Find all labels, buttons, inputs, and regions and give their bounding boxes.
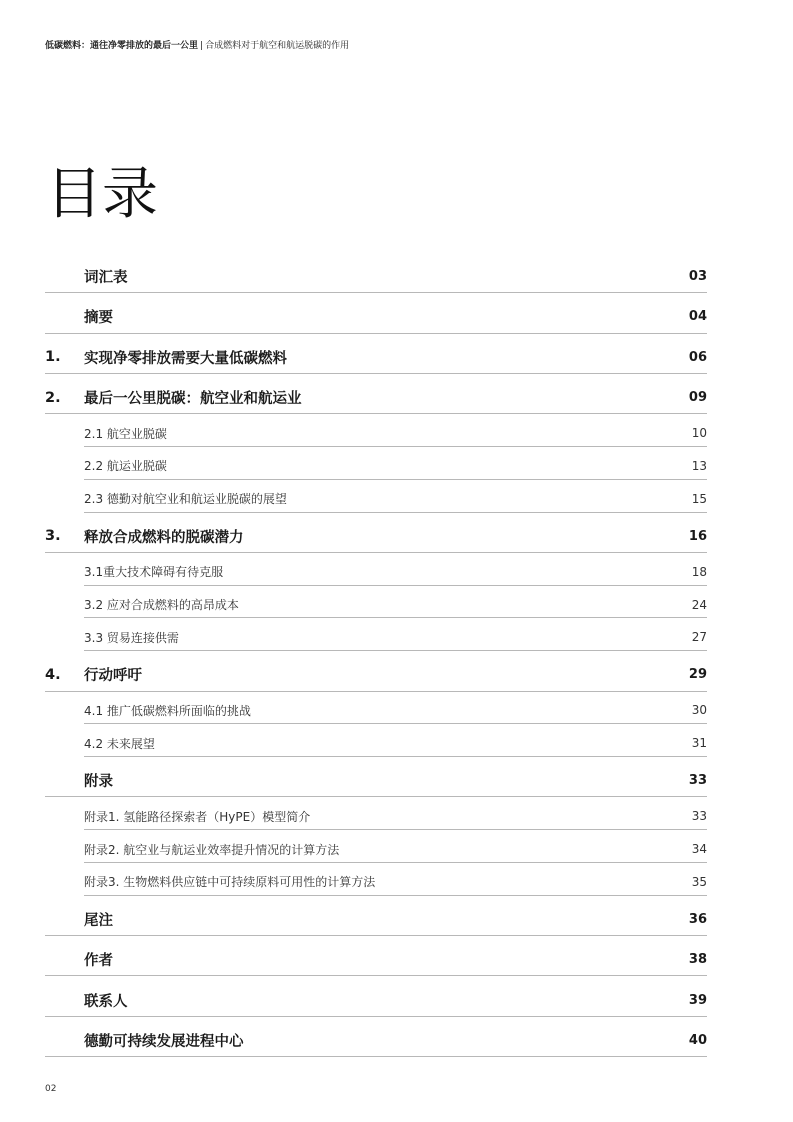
toc-subentry[interactable] <box>84 863 707 896</box>
toc-entry-title-group <box>45 949 113 970</box>
toc-entry-label: 3.2 应对合成燃料的高昂成本 <box>84 598 239 613</box>
toc-entry-page-number: 13 <box>691 458 707 473</box>
toc-entry-label: 释放合成燃料的脱碳潜力 <box>84 529 244 546</box>
toc-entry[interactable] <box>45 1017 707 1057</box>
toc-entry-label: 附录3. 生物燃料供应链中可持续原料可用性的计算方法 <box>84 875 376 890</box>
header-report-title: 低碳燃料：通往净零排放的最后一公里 <box>45 41 199 51</box>
toc-entry-label: 尾注 <box>84 912 113 929</box>
toc-entry-page-number: 38 <box>688 952 707 968</box>
toc-entry-title-group <box>45 770 113 791</box>
toc-entry-number: 2. <box>45 389 61 406</box>
toc-entry-title-group <box>84 629 179 646</box>
toc-entry[interactable] <box>45 334 707 374</box>
toc-entry-page-number: 34 <box>691 842 707 857</box>
toc-entry-page-number: 10 <box>691 426 707 441</box>
toc-entry-title-group <box>84 808 310 825</box>
toc-entry[interactable] <box>45 757 707 797</box>
toc-entry-title-group <box>45 990 128 1011</box>
toc-entry[interactable] <box>45 374 707 414</box>
toc-entry[interactable] <box>45 651 707 691</box>
toc-entry-title-group <box>84 490 287 507</box>
toc-entry[interactable] <box>45 896 707 936</box>
toc-subentry[interactable] <box>84 830 707 863</box>
toc-entry-page-number: 09 <box>688 390 707 406</box>
toc-entry-number: 4. <box>45 666 61 683</box>
toc-entry[interactable] <box>45 293 707 333</box>
toc-entry-label: 行动呼吁 <box>84 668 142 685</box>
toc-entry-title-group <box>45 909 113 930</box>
header-subtitle: 合成燃料对于航空和航运脱碳的作用 <box>205 41 350 51</box>
toc-entry-label: 3.1重大技术障碍有待克服 <box>84 565 224 580</box>
toc-subentry[interactable] <box>84 447 707 480</box>
toc-entry-title-group <box>84 425 167 442</box>
toc-entry-label: 4.1 推广低碳燃料所面临的挑战 <box>84 703 251 718</box>
running-header <box>45 38 349 51</box>
toc-entry-title-group <box>84 735 155 752</box>
toc-entry-number: 1. <box>45 349 61 366</box>
toc-entry-label: 摘要 <box>84 310 113 327</box>
toc-entry-title-group <box>45 664 142 685</box>
header-separator: | <box>200 41 204 51</box>
toc-entry-page-number: 33 <box>691 809 707 824</box>
toc-entry-page-number: 15 <box>691 491 707 506</box>
toc-entry-label: 附录1. 氢能路径探索者（HyPE）模型简介 <box>84 809 311 824</box>
toc-entry-label: 2.2 航运业脱碳 <box>84 459 167 474</box>
page-title: 目录 <box>46 162 158 227</box>
toc-entry-label: 德勤可持续发展进程中心 <box>84 1033 244 1050</box>
toc-entry-label: 4.2 未来展望 <box>84 736 155 751</box>
toc-entry-page-number: 29 <box>688 667 707 683</box>
toc-subentry[interactable] <box>84 692 707 725</box>
toc-entry-title-group <box>45 266 128 287</box>
toc-entry-page-number: 03 <box>688 269 707 285</box>
toc-entry-title-group <box>84 873 375 890</box>
toc-entry-title-group <box>84 596 239 613</box>
toc-entry-label: 2.3 德勤对航空业和航运业脱碳的展望 <box>84 492 287 507</box>
toc-entry-page-number: 40 <box>688 1032 707 1048</box>
toc-entry-label: 附录 <box>84 774 113 791</box>
toc-entry-page-number: 18 <box>691 564 707 579</box>
toc-entry[interactable] <box>45 936 707 976</box>
toc-entry[interactable] <box>45 976 707 1016</box>
toc-entry-title-group <box>45 526 244 547</box>
toc-entry-label: 作者 <box>84 953 113 970</box>
toc-entry-page-number: 35 <box>691 874 707 889</box>
toc-entry-page-number: 39 <box>688 992 707 1008</box>
toc-entry-title-group <box>84 841 339 858</box>
toc-entry-page-number: 04 <box>688 309 707 325</box>
toc-subentry[interactable] <box>84 797 707 830</box>
page-number: 02 <box>45 1084 57 1094</box>
toc-entry-title-group <box>84 563 223 580</box>
toc-entry-page-number: 16 <box>688 528 707 544</box>
toc-entry[interactable] <box>45 253 707 293</box>
toc-subentry[interactable] <box>84 480 707 513</box>
toc-entry-title-group <box>45 347 287 368</box>
toc-entry-number: 3. <box>45 528 61 545</box>
toc-entry-page-number: 31 <box>691 736 707 751</box>
toc-entry-label: 词汇表 <box>84 270 128 287</box>
toc-subentry[interactable] <box>84 618 707 651</box>
toc-subentry[interactable] <box>84 553 707 586</box>
toc-entry-title-group <box>45 306 113 327</box>
toc-subentry[interactable] <box>84 586 707 619</box>
toc-entry-page-number: 30 <box>691 703 707 718</box>
toc-entry-label: 最后一公里脱碳：航空业和航运业 <box>84 391 302 408</box>
toc-entry-label: 附录2. 航空业与航运业效率提升情况的计算方法 <box>84 842 340 857</box>
toc-entry-page-number: 06 <box>688 349 707 365</box>
toc-entry-label: 联系人 <box>84 993 128 1010</box>
toc-entry[interactable] <box>45 513 707 553</box>
toc-entry-page-number: 33 <box>688 773 707 789</box>
toc-entry-label: 实现净零排放需要大量低碳燃料 <box>84 350 287 367</box>
toc-entry-label: 3.3 贸易连接供需 <box>84 630 179 645</box>
toc-entry-page-number: 36 <box>688 911 707 927</box>
toc-subentry[interactable] <box>84 414 707 447</box>
toc-entry-title-group <box>45 1030 244 1051</box>
table-of-contents <box>45 253 707 1057</box>
toc-entry-title-group <box>84 457 167 474</box>
toc-subentry[interactable] <box>84 724 707 757</box>
toc-entry-page-number: 24 <box>691 597 707 612</box>
toc-entry-title-group <box>45 387 302 408</box>
toc-entry-label: 2.1 航空业脱碳 <box>84 426 167 441</box>
toc-entry-page-number: 27 <box>691 630 707 645</box>
toc-entry-title-group <box>84 702 251 719</box>
